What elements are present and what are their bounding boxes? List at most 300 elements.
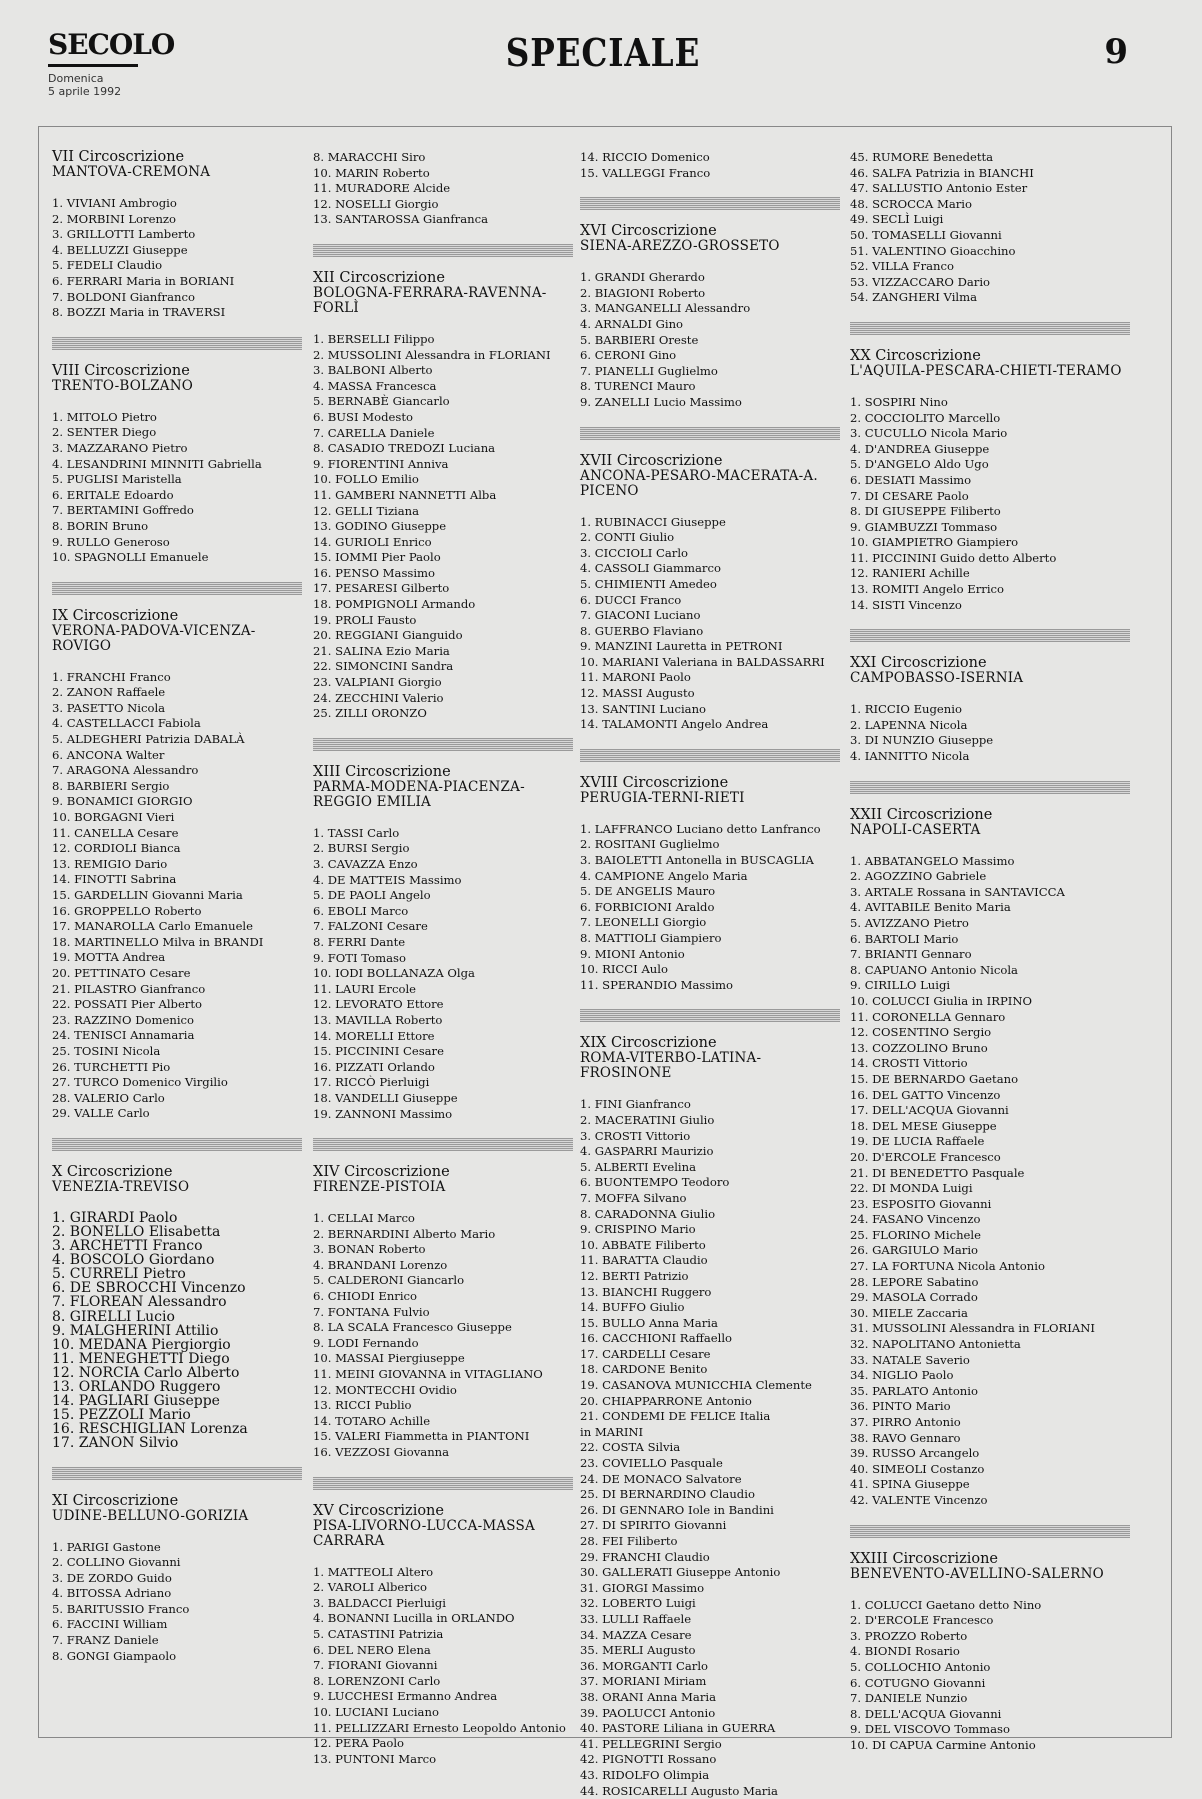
candidate-entry: 1. MATTEOLI Altero	[313, 1565, 573, 1581]
candidate-entry: 24. TENISCI Annamaria	[52, 1028, 302, 1044]
candidate-entry: 7. FALZONI Cesare	[313, 919, 573, 935]
candidate-entry: 22. SIMONCINI Sandra	[313, 659, 573, 675]
candidate-list	[52, 1540, 302, 1665]
candidate-entry: 16. PIZZATI Orlando	[313, 1060, 573, 1076]
candidate-entry: 14. PAGLIARI Giuseppe	[52, 1394, 302, 1408]
candidate-entry: 13. SANTINI Luciano	[580, 702, 840, 718]
candidate-entry: 5. BARBIERI Oreste	[580, 333, 840, 349]
candidate-entry: 2. SENTER Diego	[52, 425, 302, 441]
newspaper-logo: SECOLO	[48, 28, 174, 61]
candidate-entry: 4. GASPARRI Maurizio	[580, 1144, 840, 1160]
candidate-entry: 9. BONAMICI GIORGIO	[52, 794, 302, 810]
candidate-entry: 8. MATTIOLI Giampiero	[580, 931, 840, 947]
candidate-entry: 14. BUFFO Giulio	[580, 1300, 840, 1316]
masthead	[48, 28, 1158, 118]
candidate-list	[52, 670, 302, 1122]
candidate-list	[313, 1211, 573, 1461]
candidate-entry: 8. BORIN Bruno	[52, 519, 302, 535]
candidate-entry: 20. D'ERCOLE Francesco	[850, 1150, 1130, 1166]
constituency-heading	[52, 609, 302, 654]
candidate-entry: 9. DEL VISCOVO Tommaso	[850, 1722, 1130, 1738]
candidate-entry: 17. RICCÒ Pierluigi	[313, 1075, 573, 1091]
candidate-entry: 11. BARATTA Claudio	[580, 1253, 840, 1269]
candidate-entry: 4. BIONDI Rosario	[850, 1644, 1130, 1660]
candidate-entry: 9. MIONI Antonio	[580, 947, 840, 963]
candidate-entry: 19. ZANNONI Massimo	[313, 1107, 573, 1123]
candidate-entry: 7. DANIELE Nunzio	[850, 1691, 1130, 1707]
column-4	[850, 150, 1130, 1754]
candidate-entry: 11. MARONI Paolo	[580, 670, 840, 686]
candidate-list	[850, 1598, 1130, 1754]
candidate-entry: 6. EBOLI Marco	[313, 904, 573, 920]
page-number: 9	[1104, 32, 1128, 72]
candidate-list	[580, 270, 840, 410]
candidate-entry: 4. AVITABILE Benito Maria	[850, 900, 1130, 916]
candidate-entry: 10. ABBATE Filiberto	[580, 1238, 840, 1254]
candidate-entry: 39. RUSSO Arcangelo	[850, 1446, 1130, 1462]
candidate-entry: 7. FLOREAN Alessandro	[52, 1295, 302, 1309]
candidate-entry: 22. DI MONDA Luigi	[850, 1181, 1130, 1197]
candidate-entry: 3. DI NUNZIO Giuseppe	[850, 733, 1130, 749]
constituency-heading	[850, 656, 1130, 686]
candidate-entry: 4. BELLUZZI Giuseppe	[52, 243, 302, 259]
candidate-entry: 13. PUNTONI Marco	[313, 1752, 573, 1768]
candidate-entry: 2. BURSI Sergio	[313, 841, 573, 857]
constituency-title: XXI Circoscrizione	[850, 655, 987, 671]
candidate-entry: 20. REGGIANI Gianguido	[313, 628, 573, 644]
candidate-entry: 3. ARCHETTI Franco	[52, 1239, 302, 1253]
candidate-entry: 5. COLLOCHIO Antonio	[850, 1660, 1130, 1676]
candidate-list	[580, 150, 840, 181]
constituency-title: IX Circoscrizione	[52, 608, 178, 624]
constituency-region: MANTOVA-CREMONA	[52, 165, 302, 180]
candidate-entry: 8. TURENCI Mauro	[580, 379, 840, 395]
constituency-heading	[313, 271, 573, 316]
candidate-entry: 7. LEONELLI Giorgio	[580, 915, 840, 931]
candidate-entry: 50. TOMASELLI Giovanni	[850, 228, 1130, 244]
column-1	[52, 150, 302, 1664]
candidate-entry: 3. CICCIOLI Carlo	[580, 546, 840, 562]
candidate-entry: 16. DEL GATTO Vincenzo	[850, 1088, 1130, 1104]
candidate-entry: 30. GALLERATI Giuseppe Antonio	[580, 1565, 840, 1581]
candidate-entry: 18. DEL MESE Giuseppe	[850, 1119, 1130, 1135]
constituency-title: XIX Circoscrizione	[580, 1035, 717, 1051]
date: 5 aprile 1992	[48, 85, 121, 98]
candidate-entry: 14. RICCIO Domenico	[580, 150, 840, 166]
candidate-entry: 1. VIVIANI Ambrogio	[52, 196, 302, 212]
candidate-entry: 5. BARITUSSIO Franco	[52, 1602, 302, 1618]
constituency-title: XVI Circoscrizione	[580, 223, 717, 239]
candidate-entry: 1. FINI Gianfranco	[580, 1097, 840, 1113]
constituency-title: XI Circoscrizione	[52, 1493, 178, 1509]
candidate-entry: 13. COZZOLINO Bruno	[850, 1041, 1130, 1057]
candidate-entry: 9. LUCCHESI Ermanno Andrea	[313, 1689, 573, 1705]
candidate-entry: 18. VANDELLI Giuseppe	[313, 1091, 573, 1107]
candidate-entry: 9. FOTI Tomaso	[313, 951, 573, 967]
candidate-entry: 4. CAMPIONE Angelo Maria	[580, 869, 840, 885]
candidate-entry: 12. BERTI Patrizio	[580, 1269, 840, 1285]
candidate-entry: 32. LOBERTO Luigi	[580, 1596, 840, 1612]
candidate-entry: 16. PENSO Massimo	[313, 566, 573, 582]
candidate-entry: 8. DELL'ACQUA Giovanni	[850, 1707, 1130, 1723]
constituency-block	[313, 271, 573, 722]
day: Domenica	[48, 72, 121, 85]
candidate-entry: 15. BULLO Anna Maria	[580, 1316, 840, 1332]
candidate-entry: 12. GELLI Tiziana	[313, 504, 573, 520]
candidate-entry: 15. PEZZOLI Mario	[52, 1408, 302, 1422]
constituency-region: BOLOGNA-FERRARA-RAVENNA-FORLÌ	[313, 286, 573, 316]
candidate-entry: 11. PICCININI Guido detto Alberto	[850, 551, 1130, 567]
candidate-entry: 6. CERONI Gino	[580, 348, 840, 364]
candidate-entry: 9. ZANELLI Lucio Massimo	[580, 395, 840, 411]
candidate-entry: 34. MAZZA Cesare	[580, 1628, 840, 1644]
candidate-entry: 4. CASTELLACCI Fabiola	[52, 716, 302, 732]
candidate-entry: 6. BUSI Modesto	[313, 410, 573, 426]
candidate-entry: 1. MITOLO Pietro	[52, 410, 302, 426]
section-separator	[313, 738, 573, 751]
candidate-entry: 7. GIACONI Luciano	[580, 608, 840, 624]
candidate-entry: 1. GIRARDI Paolo	[52, 1211, 302, 1225]
candidate-entry: 11. CANELLA Cesare	[52, 826, 302, 842]
candidate-entry: 10. MEDANA Piergiorgio	[52, 1338, 302, 1352]
candidate-entry: 19. DE LUCIA Raffaele	[850, 1134, 1130, 1150]
constituency-region: SIENA-AREZZO-GROSSETO	[580, 239, 840, 254]
candidate-entry: 29. MASOLA Corrado	[850, 1290, 1130, 1306]
candidate-entry: 34. NIGLIO Paolo	[850, 1368, 1130, 1384]
candidate-entry: 23. VALPIANI Giorgio	[313, 675, 573, 691]
candidate-entry: 22. COSTA Silvia	[580, 1440, 840, 1456]
candidate-entry: 17. MANAROLLA Carlo Emanuele	[52, 919, 302, 935]
candidate-entry: 3. CUCULLO Nicola Mario	[850, 426, 1130, 442]
constituency-block	[52, 364, 302, 566]
section-separator	[850, 629, 1130, 642]
candidate-entry: 16. VEZZOSI Giovanna	[313, 1445, 573, 1461]
candidate-entry: 5. ALBERTI Evelina	[580, 1160, 840, 1176]
candidate-entry: 2. ROSITANI Guglielmo	[580, 837, 840, 853]
candidate-entry: 13. REMIGIO Dario	[52, 857, 302, 873]
constituency-title: XVIII Circoscrizione	[580, 775, 728, 791]
candidate-entry: 8. GONGI Giampaolo	[52, 1649, 302, 1665]
candidate-list	[52, 196, 302, 321]
candidate-entry: 2. D'ERCOLE Francesco	[850, 1613, 1130, 1629]
candidate-entry: 2. ZANON Raffaele	[52, 685, 302, 701]
candidate-entry: 8. CARADONNA Giulio	[580, 1207, 840, 1223]
candidate-entry: 12. LEVORATO Ettore	[313, 997, 573, 1013]
candidate-entry: 4. BITOSSA Adriano	[52, 1586, 302, 1602]
candidate-entry: 13. MAVILLA Roberto	[313, 1013, 573, 1029]
candidate-entry: 1. GRANDI Gherardo	[580, 270, 840, 286]
candidate-list	[52, 1211, 302, 1451]
candidate-entry: 12. PERA Paolo	[313, 1736, 573, 1752]
candidate-entry: 38. ORANI Anna Maria	[580, 1690, 840, 1706]
candidate-entry: 6. BUONTEMPO Teodoro	[580, 1175, 840, 1191]
candidate-entry: 13. ORLANDO Ruggero	[52, 1380, 302, 1394]
candidate-entry: 8. LA SCALA Francesco Giuseppe	[313, 1320, 573, 1336]
candidate-entry: 4. DE MATTEIS Massimo	[313, 873, 573, 889]
candidate-entry: 21. SALINA Ezio Maria	[313, 644, 573, 660]
candidate-entry: 9. LODI Fernando	[313, 1336, 573, 1352]
candidate-entry: 46. SALFA Patrizia in BIANCHI	[850, 166, 1130, 182]
candidate-entry: 5. CATASTINI Patrizia	[313, 1627, 573, 1643]
candidate-entry: 11. MEINI GIOVANNA in VITAGLIANO	[313, 1367, 573, 1383]
candidate-entry: 4. IANNITTO Nicola	[850, 749, 1130, 765]
candidate-entry: 6. ERITALE Edoardo	[52, 488, 302, 504]
candidate-entry: 24. DE MONACO Salvatore	[580, 1472, 840, 1488]
candidate-entry: 7. FIORANI Giovanni	[313, 1658, 573, 1674]
candidate-entry: 26. GARGIULO Mario	[850, 1243, 1130, 1259]
constituency-heading	[850, 1552, 1130, 1582]
candidate-entry: 5. DE ANGELIS Mauro	[580, 884, 840, 900]
candidate-entry: 24. ZECCHINI Valerio	[313, 691, 573, 707]
section-separator	[313, 1138, 573, 1151]
candidate-entry: 28. FEI Filiberto	[580, 1534, 840, 1550]
candidate-entry: 3. BALBONI Alberto	[313, 363, 573, 379]
candidate-list	[313, 332, 573, 722]
constituency-region: VENEZIA-TREVISO	[52, 1180, 302, 1195]
candidate-entry: 12. MASSI Augusto	[580, 686, 840, 702]
constituency-title: XIII Circoscrizione	[313, 764, 451, 780]
candidate-entry: 8. MARACCHI Siro	[313, 150, 573, 166]
candidate-entry: 36. MORGANTI Carlo	[580, 1659, 840, 1675]
constituency-heading	[580, 1036, 840, 1081]
candidate-entry: 31. GIORGI Massimo	[580, 1581, 840, 1597]
constituency-region: ANCONA-PESARO-MACERATA-A. PICENO	[580, 469, 840, 499]
candidate-entry: 11. GAMBERI NANNETTI Alba	[313, 488, 573, 504]
candidate-entry: 5. BERNABÈ Giancarlo	[313, 394, 573, 410]
candidate-entry: 4. BONANNI Lucilla in ORLANDO	[313, 1611, 573, 1627]
candidate-entry: 10. MASSAI Piergiuseppe	[313, 1351, 573, 1367]
candidate-entry: 3. CAVAZZA Enzo	[313, 857, 573, 873]
constituency-region: UDINE-BELLUNO-GORIZIA	[52, 1509, 302, 1524]
candidate-entry: 3. MAZZARANO Pietro	[52, 441, 302, 457]
candidate-entry: 1. BERSELLI Filippo	[313, 332, 573, 348]
constituency-heading	[580, 454, 840, 499]
candidate-entry: 20. CHIAPPARRONE Antonio	[580, 1394, 840, 1410]
constituency-region: L'AQUILA-PESCARA-CHIETI-TERAMO	[850, 364, 1130, 379]
candidate-entry: 8. CAPUANO Antonio Nicola	[850, 963, 1130, 979]
candidate-entry: 4. BOSCOLO Giordano	[52, 1253, 302, 1267]
candidate-entry: 2. MUSSOLINI Alessandra in FLORIANI	[313, 348, 573, 364]
constituency-heading	[52, 364, 302, 394]
candidate-entry: 10. COLUCCI Giulia in IRPINO	[850, 994, 1130, 1010]
candidate-entry: 16. CACCHIONI Raffaello	[580, 1331, 840, 1347]
candidate-entry: 4. BRANDANI Lorenzo	[313, 1258, 573, 1274]
candidate-list	[313, 150, 573, 228]
candidate-entry: 23. COVIELLO Pasquale	[580, 1456, 840, 1472]
candidate-entry: 7. BRIANTI Gennaro	[850, 947, 1130, 963]
candidate-entry: 2. BIAGIONI Roberto	[580, 286, 840, 302]
constituency-title: XX Circoscrizione	[850, 348, 981, 364]
candidate-entry: 49. SECLÌ Luigi	[850, 212, 1130, 228]
candidate-entry: 8. CASADIO TREDOZI Luciana	[313, 441, 573, 457]
candidate-entry: 6. FACCINI William	[52, 1617, 302, 1633]
section-separator	[580, 749, 840, 762]
section-separator	[52, 582, 302, 595]
candidate-entry: 40. PASTORE Liliana in GUERRA	[580, 1721, 840, 1737]
constituency-block	[850, 656, 1130, 764]
constituency-heading	[850, 808, 1130, 838]
candidate-entry: in MARINI	[580, 1425, 840, 1441]
constituency-region: TRENTO-BOLZANO	[52, 379, 302, 394]
candidate-entry: 15. VALERI Fiammetta in PIANTONI	[313, 1429, 573, 1445]
candidate-entry: 10. LUCIANI Luciano	[313, 1705, 573, 1721]
candidate-entry: 3. GRILLOTTI Lamberto	[52, 227, 302, 243]
constituency-title: X Circoscrizione	[52, 1164, 173, 1180]
candidate-entry: 8. DI GIUSEPPE Filiberto	[850, 504, 1130, 520]
candidate-entry: 33. NATALE Saverio	[850, 1353, 1130, 1369]
candidate-entry: 5. PUGLISI Maristella	[52, 472, 302, 488]
dateline	[48, 72, 121, 98]
constituency-block	[580, 776, 840, 994]
candidate-entry: 29. VALLE Carlo	[52, 1106, 302, 1122]
candidate-entry: 27. LA FORTUNA Nicola Antonio	[850, 1259, 1130, 1275]
candidate-entry: 54. ZANGHERI Vilma	[850, 290, 1130, 306]
candidate-entry: 28. LEPORE Sabatino	[850, 1275, 1130, 1291]
constituency-heading	[313, 1504, 573, 1549]
candidate-entry: 10. RICCI Aulo	[580, 962, 840, 978]
candidate-entry: 18. POMPIGNOLI Armando	[313, 597, 573, 613]
candidate-entry: 3. DE ZORDO Guido	[52, 1571, 302, 1587]
candidate-entry: 32. NAPOLITANO Antonietta	[850, 1337, 1130, 1353]
candidate-entry: 1. RICCIO Eugenio	[850, 702, 1130, 718]
candidate-entry: 5. ALDEGHERI Patrizia DABALÀ	[52, 732, 302, 748]
candidate-entry: 13. SANTAROSSA Gianfranca	[313, 212, 573, 228]
candidate-entry: 51. VALENTINO Gioacchino	[850, 244, 1130, 260]
candidate-entry: 3. BAIOLETTI Antonella in BUSCAGLIA	[580, 853, 840, 869]
candidate-entry: 11. CORONELLA Gennaro	[850, 1010, 1130, 1026]
candidate-entry: 5. AVIZZANO Pietro	[850, 916, 1130, 932]
candidate-entry: 7. FONTANA Fulvio	[313, 1305, 573, 1321]
candidate-entry: 6. BARTOLI Mario	[850, 932, 1130, 948]
candidate-entry: 40. SIMEOLI Costanzo	[850, 1462, 1130, 1478]
constituency-title: VIII Circoscrizione	[52, 363, 190, 379]
candidate-list	[850, 854, 1130, 1509]
candidate-entry: 1. CELLAI Marco	[313, 1211, 573, 1227]
candidate-entry: 4. CASSOLI Giammarco	[580, 561, 840, 577]
section-separator	[580, 427, 840, 440]
candidate-entry: 11. MENEGHETTI Diego	[52, 1352, 302, 1366]
section-separator	[580, 197, 840, 210]
candidate-entry: 17. CARDELLI Cesare	[580, 1347, 840, 1363]
candidate-entry: 45. RUMORE Benedetta	[850, 150, 1130, 166]
candidate-list	[580, 1097, 840, 1799]
candidate-entry: 35. MERLI Augusto	[580, 1643, 840, 1659]
candidate-entry: 10. BORGAGNI Vieri	[52, 810, 302, 826]
candidate-entry: 11. PELLIZZARI Ernesto Leopoldo Antonio	[313, 1721, 573, 1737]
candidate-entry: 6. FERRARI Maria in BORIANI	[52, 274, 302, 290]
candidate-entry: 9. FIORENTINI Anniva	[313, 457, 573, 473]
candidate-entry: 17. PESARESI Gilberto	[313, 581, 573, 597]
candidate-entry: 15. VALLEGGI Franco	[580, 166, 840, 182]
constituency-block	[580, 454, 840, 733]
candidate-entry: 26. TURCHETTI Pio	[52, 1060, 302, 1076]
candidate-entry: 17. DELL'ACQUA Giovanni	[850, 1103, 1130, 1119]
candidate-entry: 42. PIGNOTTI Rossano	[580, 1752, 840, 1768]
constituency-region: PISA-LIVORNO-LUCCA-MASSA CARRARA	[313, 1519, 573, 1549]
candidate-entry: 3. PASETTO Nicola	[52, 701, 302, 717]
constituency-block	[580, 1036, 840, 1799]
constituency-heading	[850, 349, 1130, 379]
constituency-heading	[313, 765, 573, 810]
candidate-entry: 2. COLLINO Giovanni	[52, 1555, 302, 1571]
candidate-entry: 14. TALAMONTI Angelo Andrea	[580, 717, 840, 733]
section-separator	[52, 1467, 302, 1480]
candidate-entry: 4. ARNALDI Gino	[580, 317, 840, 333]
constituency-title: XII Circoscrizione	[313, 270, 445, 286]
candidate-entry: 1. TASSI Carlo	[313, 826, 573, 842]
candidate-entry: 13. ROMITI Angelo Errico	[850, 582, 1130, 598]
constituency-block	[850, 808, 1130, 1509]
candidate-entry: 6. COTUGNO Giovanni	[850, 1676, 1130, 1692]
candidate-entry: 27. TURCO Domenico Virgilio	[52, 1075, 302, 1091]
constituency-heading	[580, 224, 840, 254]
constituency-region: BENEVENTO-AVELLINO-SALERNO	[850, 1567, 1130, 1582]
candidate-entry: 8. LORENZONI Carlo	[313, 1674, 573, 1690]
candidate-entry: 15. DE BERNARDO Gaetano	[850, 1072, 1130, 1088]
candidate-entry: 30. MIELE Zaccaria	[850, 1306, 1130, 1322]
candidate-entry: 8. BOZZI Maria in TRAVERSI	[52, 305, 302, 321]
candidate-entry: 35. PARLATO Antonio	[850, 1384, 1130, 1400]
candidate-list	[52, 410, 302, 566]
candidate-entry: 14. SISTI Vincenzo	[850, 598, 1130, 614]
candidate-entry: 14. MORELLI Ettore	[313, 1029, 573, 1045]
candidate-entry: 28. VALERIO Carlo	[52, 1091, 302, 1107]
candidate-entry: 25. FLORINO Michele	[850, 1228, 1130, 1244]
constituency-block	[52, 150, 302, 321]
candidate-list	[850, 150, 1130, 306]
candidate-entry: 9. GIAMBUZZI Tommaso	[850, 520, 1130, 536]
candidate-entry: 43. RIDOLFO Olimpia	[580, 1768, 840, 1784]
column-2	[313, 150, 573, 1767]
candidate-entry: 19. CASANOVA MUNICCHIA Clemente	[580, 1378, 840, 1394]
candidate-entry: 6. DESIATI Massimo	[850, 473, 1130, 489]
candidate-entry: 7. BERTAMINI Goffredo	[52, 503, 302, 519]
candidate-entry: 12. RANIERI Achille	[850, 566, 1130, 582]
candidate-entry: 21. PILASTRO Gianfranco	[52, 982, 302, 998]
section-title: SPECIALE	[126, 30, 1081, 75]
candidate-entry: 7. DI CESARE Paolo	[850, 489, 1130, 505]
candidate-entry: 29. FRANCHI Claudio	[580, 1550, 840, 1566]
constituency-block	[850, 1552, 1130, 1754]
candidate-entry: 3. PROZZO Roberto	[850, 1629, 1130, 1645]
candidate-entry: 4. D'ANDREA Giuseppe	[850, 442, 1130, 458]
candidate-entry: 1. SOSPIRI Nino	[850, 395, 1130, 411]
candidate-entry: 12. CORDIOLI Bianca	[52, 841, 302, 857]
candidate-entry: 20. PETTINATO Cesare	[52, 966, 302, 982]
candidate-entry: 10. SPAGNOLLI Emanuele	[52, 550, 302, 566]
candidate-entry: 2. LAPENNA Nicola	[850, 718, 1130, 734]
candidate-entry: 26. DI GENNARO Iole in Bandini	[580, 1503, 840, 1519]
candidate-entry: 1. COLUCCI Gaetano detto Nino	[850, 1598, 1130, 1614]
candidate-entry: 39. PAOLUCCI Antonio	[580, 1706, 840, 1722]
candidate-entry: 12. NOSELLI Giorgio	[313, 197, 573, 213]
candidate-entry: 12. MONTECCHI Ovidio	[313, 1383, 573, 1399]
candidate-entry: 5. CHIMIENTI Amedeo	[580, 577, 840, 593]
candidate-entry: 7. PIANELLI Guglielmo	[580, 364, 840, 380]
candidate-entry: 3. CROSTI Vittorio	[580, 1129, 840, 1145]
candidate-entry: 3. ARTALE Rossana in SANTAVICCA	[850, 885, 1130, 901]
section-separator	[580, 1009, 840, 1022]
constituency-block	[52, 609, 302, 1122]
constituency-block	[580, 150, 840, 181]
candidate-entry: 7. CARELLA Daniele	[313, 426, 573, 442]
section-separator	[850, 781, 1130, 794]
candidate-entry: 2. MORBINI Lorenzo	[52, 212, 302, 228]
constituency-region: CAMPOBASSO-ISERNIA	[850, 671, 1130, 686]
candidate-entry: 7. ARAGONA Alessandro	[52, 763, 302, 779]
candidate-entry: 14. FINOTTI Sabrina	[52, 872, 302, 888]
candidate-entry: 41. PELLEGRINI Sergio	[580, 1737, 840, 1753]
